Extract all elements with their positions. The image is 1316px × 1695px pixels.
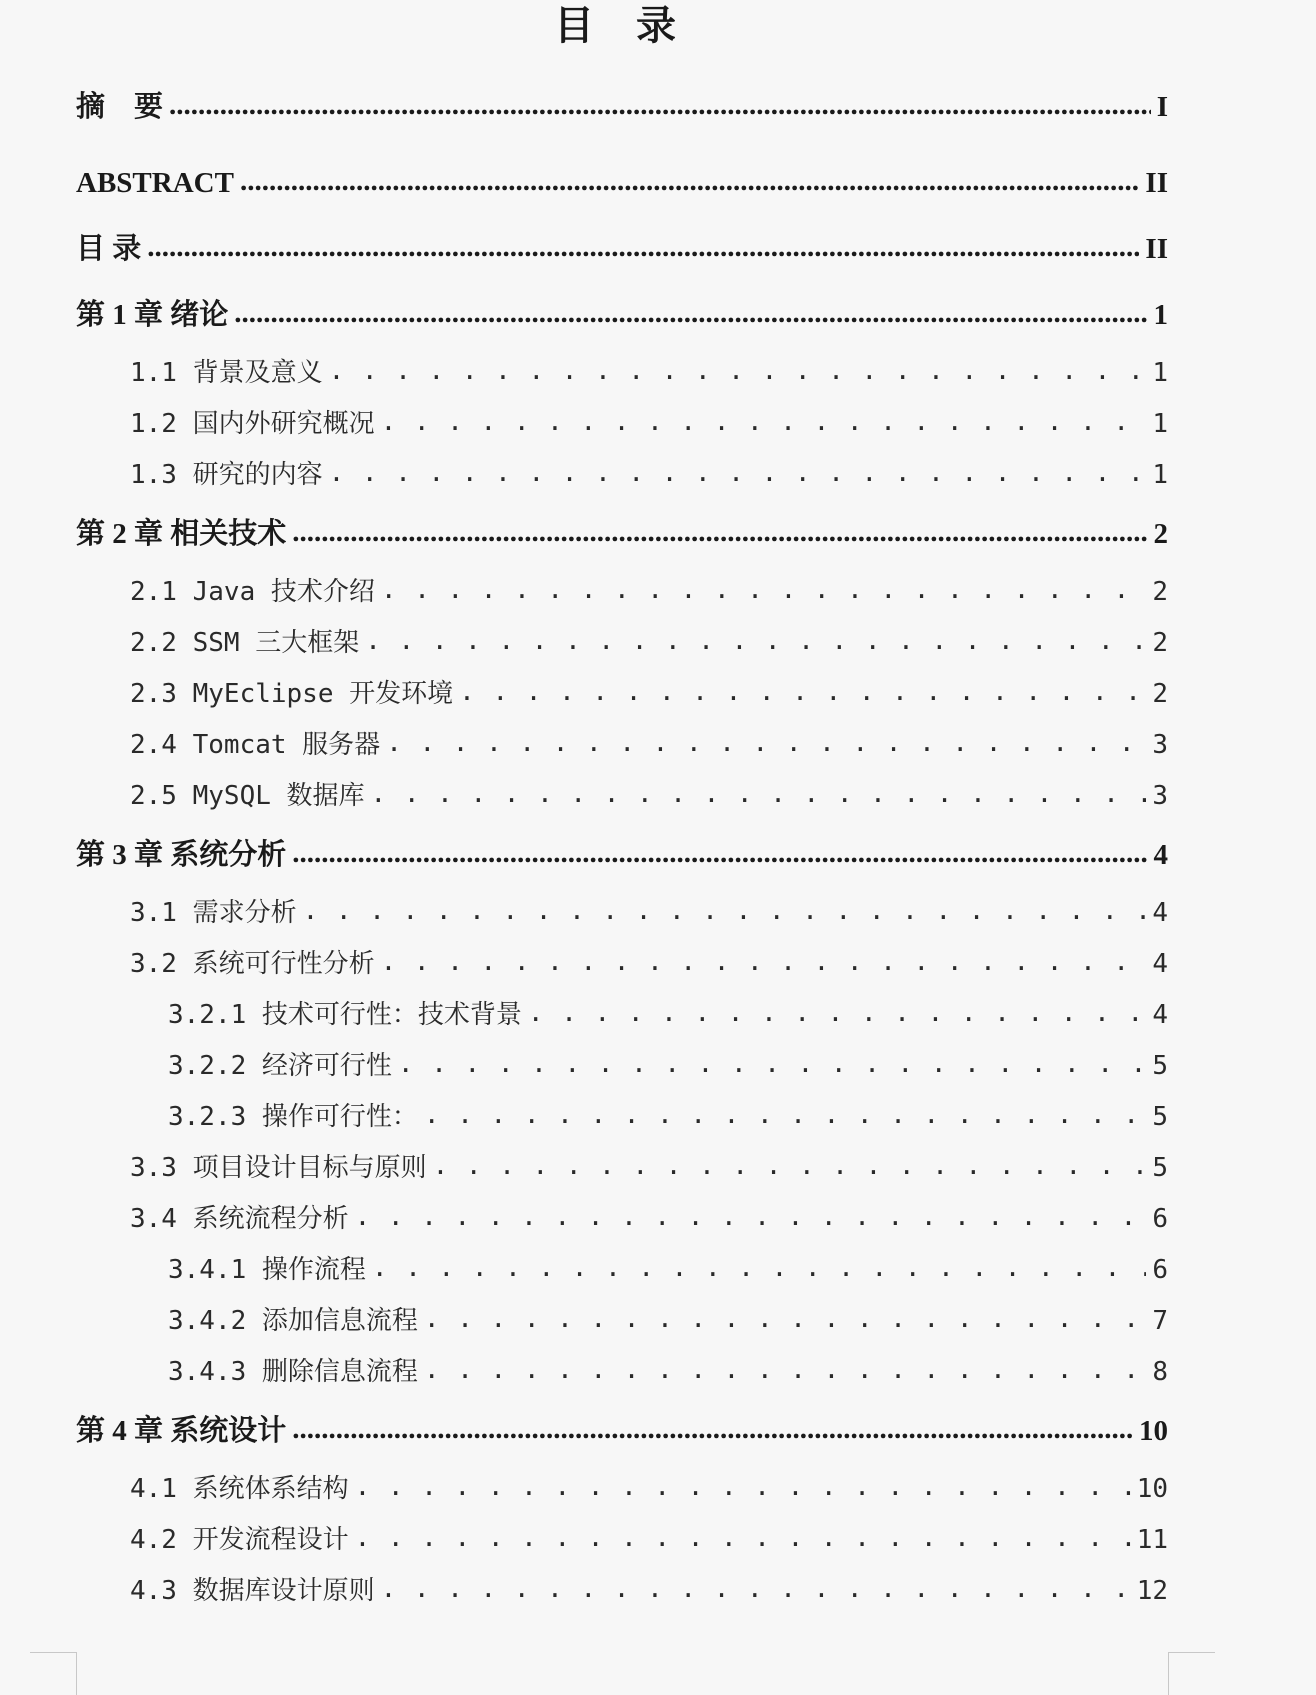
- dot-leader: [240, 148, 1139, 214]
- toc-page-number: II: [1145, 167, 1168, 199]
- toc-entry-text: 4.3 数据库设计原则: [130, 1576, 375, 1606]
- toc-entry-1-2[interactable]: [76, 399, 1168, 450]
- toc-entry-text: 目 录: [76, 233, 142, 265]
- toc-entry-4-3[interactable]: [76, 1566, 1168, 1617]
- toc-entry-text: 3.4.2 添加信息流程: [168, 1306, 418, 1336]
- dot-leader: [355, 1462, 1131, 1513]
- toc-entry-chapter-3[interactable]: [76, 822, 1168, 888]
- toc-entry-3-2-1[interactable]: [76, 990, 1168, 1041]
- toc-entry-chapter-2[interactable]: [76, 501, 1168, 567]
- toc-entry-4-1[interactable]: [76, 1464, 1168, 1515]
- toc-page-number: 6: [1152, 1204, 1168, 1234]
- toc-entry-2-4[interactable]: [76, 720, 1168, 771]
- toc-entry-3-2-2[interactable]: [76, 1041, 1168, 1092]
- toc-page-number: 5: [1152, 1102, 1168, 1132]
- toc-page-number: 4: [1152, 898, 1168, 928]
- toc-entry-2-1[interactable]: [76, 567, 1168, 618]
- toc-page-number: 1: [1152, 358, 1168, 388]
- toc-page-number: 6: [1152, 1255, 1168, 1285]
- toc-page-number: 5: [1152, 1051, 1168, 1081]
- dot-leader: [528, 988, 1146, 1039]
- toc-entry-text: 4.1 系统体系结构: [130, 1474, 349, 1504]
- toc-entry-text: 1.1 背景及意义: [130, 358, 323, 388]
- toc-entry-text: 2.1 Java 技术介绍: [130, 577, 375, 607]
- toc-entry-text: 摘 要: [76, 91, 164, 123]
- toc-entry-2-2[interactable]: [76, 618, 1168, 669]
- page-corner-mark-right: [1168, 1652, 1215, 1695]
- toc-entry-contents[interactable]: [76, 216, 1168, 282]
- toc-entry-3-2-3[interactable]: [76, 1092, 1168, 1143]
- dot-leader: [386, 718, 1146, 769]
- toc-entry-text: 2.2 SSM 三大框架: [130, 628, 360, 658]
- toc-page-number: I: [1156, 91, 1168, 123]
- toc-page-number: 4: [1152, 949, 1168, 979]
- toc-title: 目 录: [554, 3, 690, 49]
- dot-leader: [459, 667, 1146, 718]
- toc-entry-text: 3.2.1 技术可行性：技术背景: [168, 1000, 522, 1030]
- toc-entry-chapter-1[interactable]: [76, 282, 1168, 348]
- toc-page-number: 2: [1152, 577, 1168, 607]
- dot-leader: [169, 74, 1151, 136]
- toc-page-number: 1: [1152, 460, 1168, 490]
- toc-entry-text: 3.2.3 操作可行性：: [168, 1102, 418, 1132]
- toc-entry-text: 3.4 系统流程分析: [130, 1204, 349, 1234]
- toc-entry-text: 3.1 需求分析: [130, 898, 297, 928]
- dot-leader: [398, 1039, 1146, 1090]
- dot-leader: [355, 1513, 1131, 1564]
- toc-entry-text: 4.2 开发流程设计: [130, 1525, 349, 1555]
- dot-leader: [381, 565, 1146, 616]
- toc-entry-text: ABSTRACT: [76, 167, 234, 199]
- toc-entry-text: 第 4 章 系统设计: [76, 1415, 287, 1447]
- toc-entry-2-5[interactable]: [76, 771, 1168, 822]
- toc-entry-3-4-3[interactable]: [76, 1347, 1168, 1398]
- toc-page-number: 4: [1153, 839, 1168, 871]
- toc-entry-3-4-1[interactable]: [76, 1245, 1168, 1296]
- table-of-contents: [76, 76, 1168, 1617]
- toc-entry-text: 3.4.1 操作流程: [168, 1255, 366, 1285]
- toc-entry-text: 3.4.3 删除信息流程: [168, 1357, 418, 1387]
- toc-entry-1-3[interactable]: [76, 450, 1168, 501]
- toc-page-number: II: [1145, 233, 1168, 265]
- toc-entry-abstract-en[interactable]: [76, 150, 1168, 216]
- toc-entry-3-2[interactable]: [76, 939, 1168, 990]
- toc-entry-abstract-cn[interactable]: [76, 76, 1168, 150]
- dot-leader: [424, 1345, 1146, 1396]
- toc-entry-4-2[interactable]: [76, 1515, 1168, 1566]
- dot-leader: [424, 1090, 1146, 1141]
- toc-page-number: 3: [1152, 730, 1168, 760]
- toc-entry-text: 3.3 项目设计目标与原则: [130, 1153, 427, 1183]
- toc-entry-3-1[interactable]: [76, 888, 1168, 939]
- toc-entry-text: 第 2 章 相关技术: [76, 518, 287, 550]
- toc-page-number: 2: [1153, 518, 1168, 550]
- toc-page-number: 10: [1139, 1415, 1168, 1447]
- dot-leader: [424, 1294, 1146, 1345]
- dot-leader: [147, 214, 1139, 280]
- dot-leader: [329, 448, 1147, 499]
- toc-entry-1-1[interactable]: [76, 348, 1168, 399]
- toc-entry-text: 2.3 MyEclipse 开发环境: [130, 679, 454, 709]
- dot-leader: [355, 1192, 1147, 1243]
- dot-leader: [372, 1243, 1146, 1294]
- dot-leader: [292, 499, 1147, 565]
- toc-entry-text: 3.2 系统可行性分析: [130, 949, 375, 979]
- toc-entry-chapter-4[interactable]: [76, 1398, 1168, 1464]
- toc-page-number: 2: [1152, 628, 1168, 658]
- toc-entry-2-3[interactable]: [76, 669, 1168, 720]
- toc-page-number: 2: [1152, 679, 1168, 709]
- toc-page-number: 3: [1152, 781, 1168, 811]
- toc-entry-text: 1.3 研究的内容: [130, 460, 323, 490]
- dot-leader: [234, 280, 1147, 346]
- toc-page-number: 5: [1152, 1153, 1168, 1183]
- toc-page-number: 8: [1152, 1357, 1168, 1387]
- dot-leader: [329, 346, 1147, 397]
- dot-leader: [433, 1141, 1147, 1192]
- toc-entry-3-4-2[interactable]: [76, 1296, 1168, 1347]
- toc-page-number: 12: [1136, 1576, 1168, 1606]
- toc-entry-text: 2.4 Tomcat 服务器: [130, 730, 381, 760]
- toc-page-number: 1: [1152, 409, 1168, 439]
- toc-entry-text: 2.5 MySQL 数据库: [130, 781, 365, 811]
- toc-entry-text: 1.2 国内外研究概况: [130, 409, 375, 439]
- dot-leader: [381, 1564, 1131, 1615]
- page-corner-mark-left: [30, 1652, 77, 1695]
- toc-entry-3-3[interactable]: [76, 1143, 1168, 1194]
- dot-leader: [381, 937, 1147, 988]
- toc-entry-text: 第 1 章 绪论: [76, 299, 229, 331]
- dot-leader: [292, 820, 1147, 886]
- dot-leader: [303, 886, 1147, 937]
- toc-entry-text: 3.2.2 经济可行性: [168, 1051, 392, 1081]
- toc-page-number: 11: [1136, 1525, 1168, 1555]
- toc-page-number: 4: [1152, 1000, 1168, 1030]
- dot-leader: [381, 397, 1147, 448]
- dot-leader: [371, 769, 1147, 820]
- dot-leader: [365, 616, 1146, 667]
- toc-page-number: 7: [1152, 1306, 1168, 1336]
- toc-entry-3-4[interactable]: [76, 1194, 1168, 1245]
- dot-leader: [292, 1396, 1133, 1462]
- toc-entry-text: 第 3 章 系统分析: [76, 839, 287, 871]
- toc-page-number: 10: [1136, 1474, 1168, 1504]
- toc-page-number: 1: [1153, 299, 1168, 331]
